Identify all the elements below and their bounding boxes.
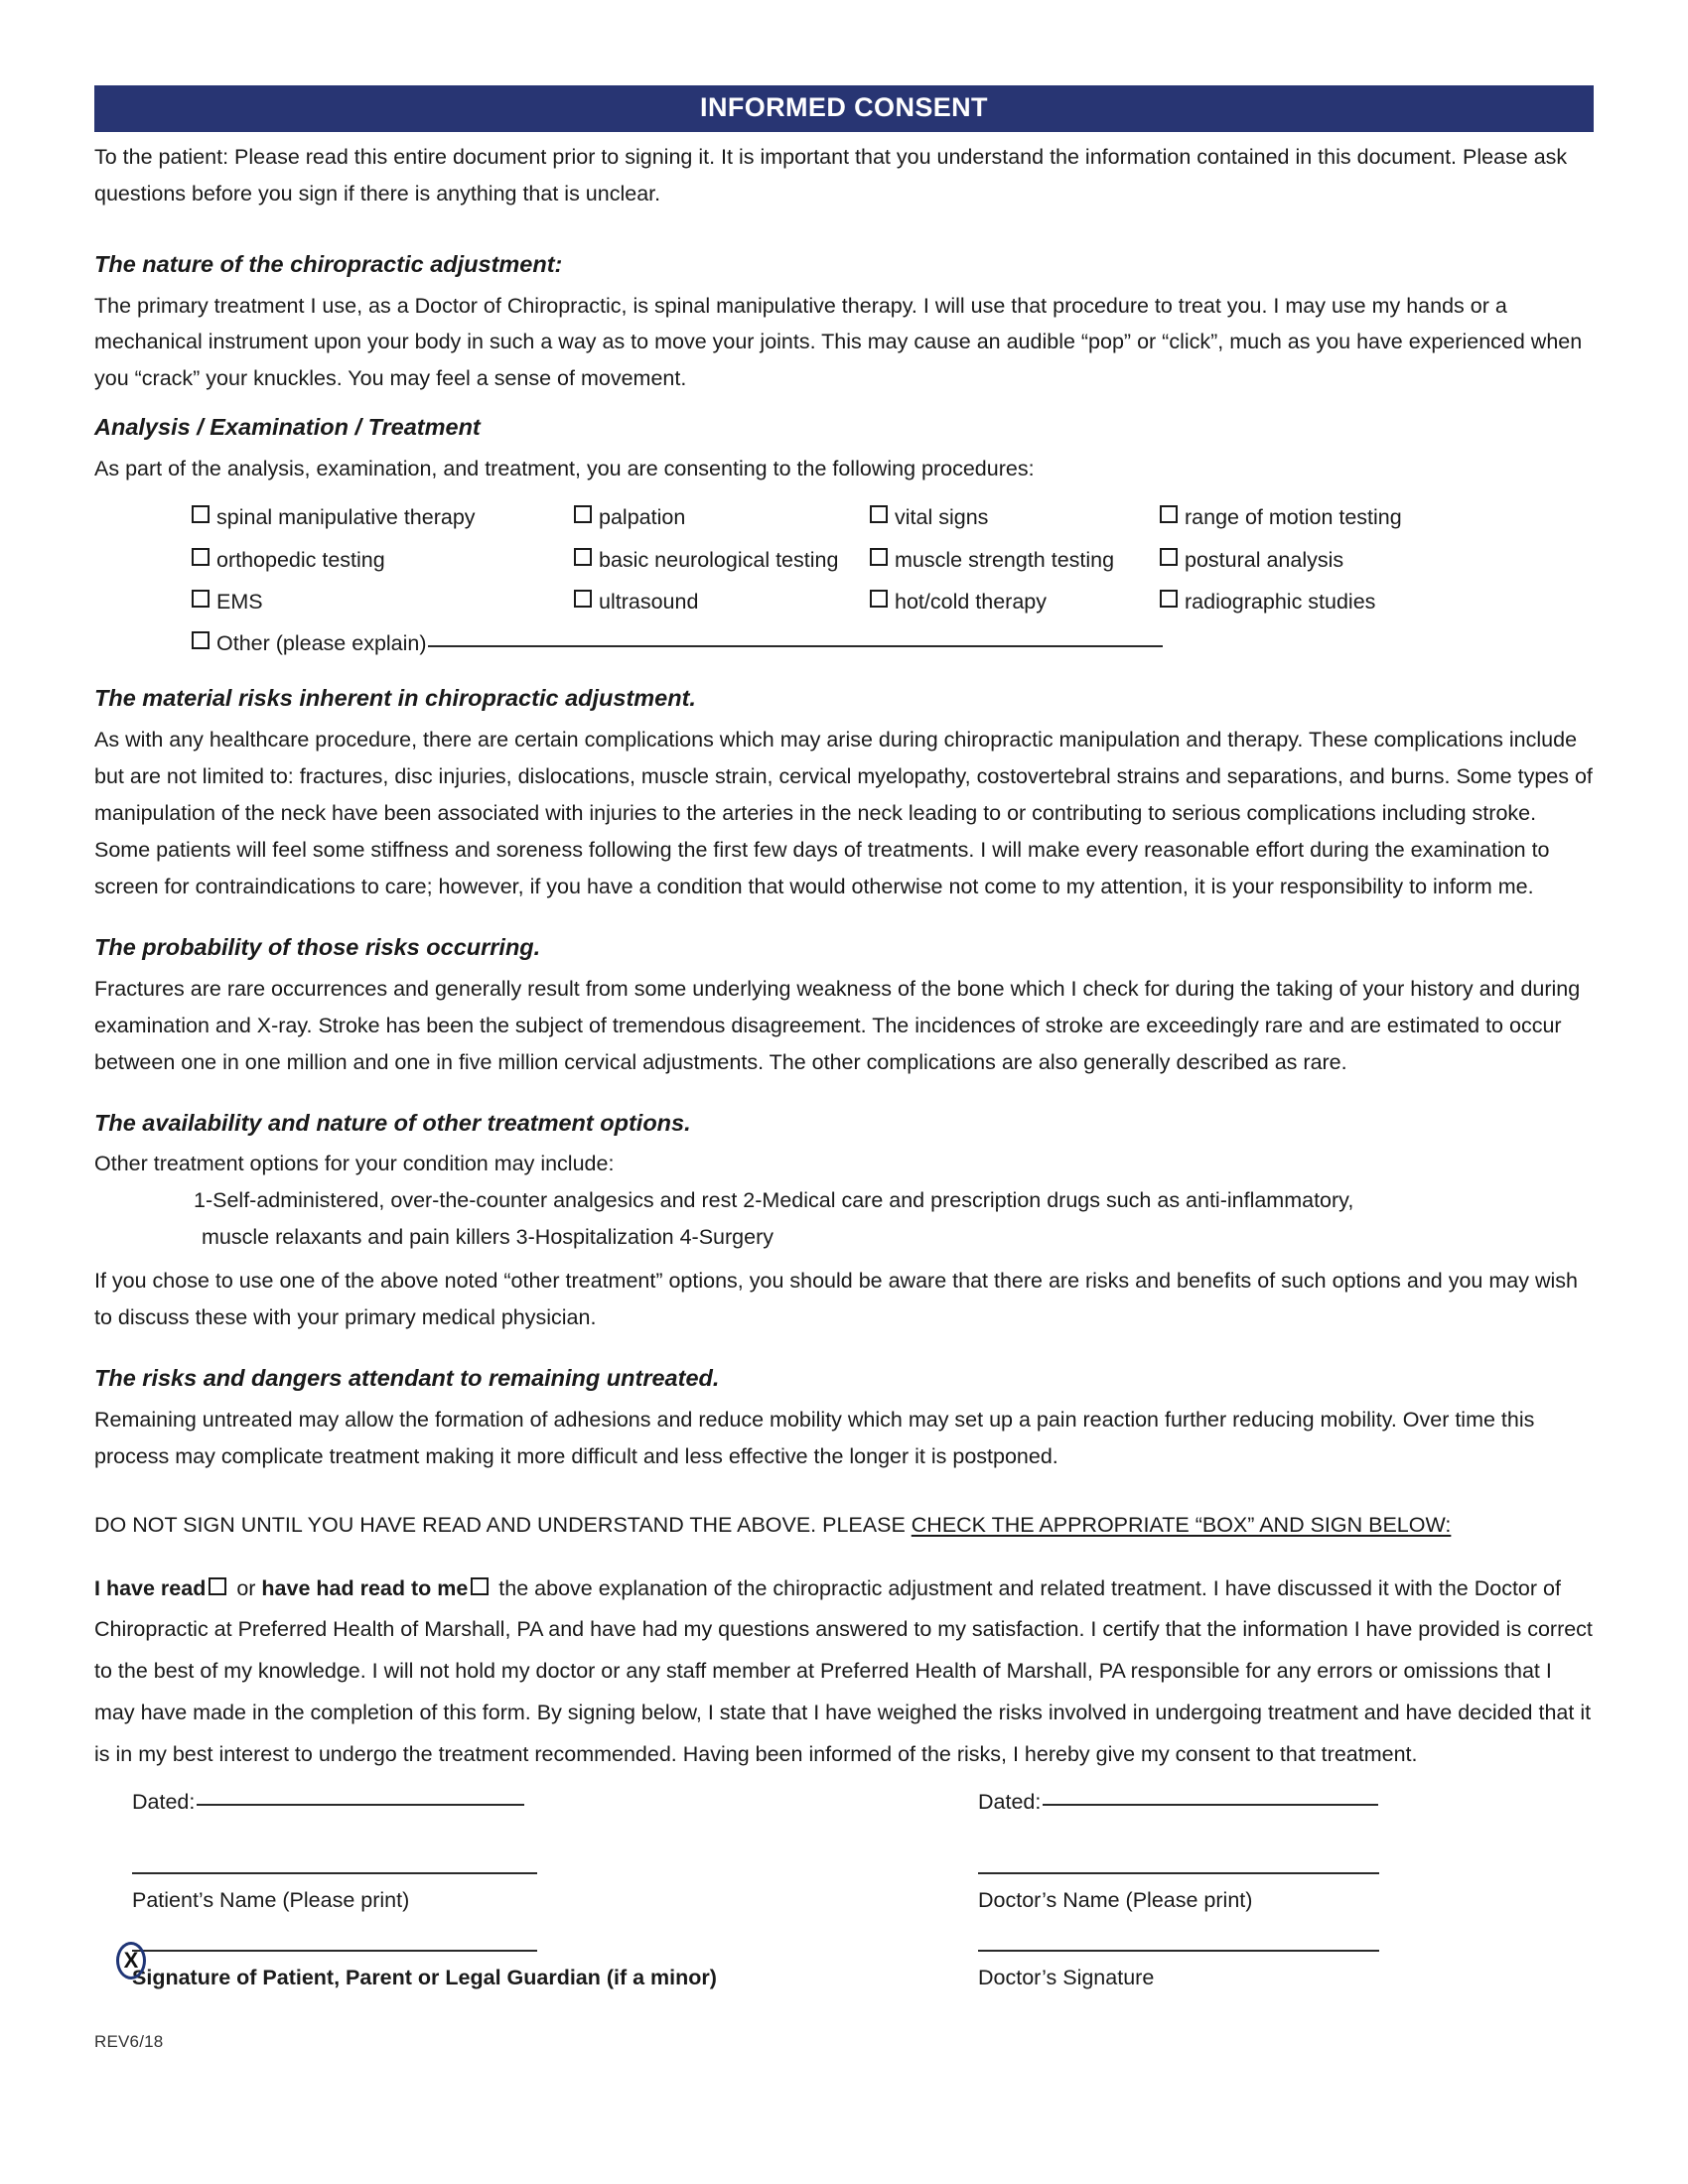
checkbox-label: vital signs <box>895 505 989 530</box>
heading-probability: The probability of those risks occurring. <box>94 933 541 960</box>
checkbox-i-have-read[interactable] <box>209 1577 226 1595</box>
checkbox-option-spinal-manipulative-therapy[interactable] <box>192 501 574 533</box>
checkbox-label: hot/cold therapy <box>895 589 1047 614</box>
procedures-checkbox-grid <box>94 501 1594 656</box>
checkbox-row <box>192 544 1594 576</box>
x-marker-letter: X <box>123 1948 139 1974</box>
checkbox-icon[interactable] <box>192 631 210 649</box>
checkbox-option-ems[interactable] <box>192 586 574 617</box>
consent-bold-i-have-read: I have read <box>94 1575 207 1600</box>
checkbox-icon[interactable] <box>192 590 210 608</box>
document-content <box>94 85 1594 1994</box>
checkbox-option-palpation[interactable] <box>574 501 870 533</box>
checkbox-icon[interactable] <box>192 548 210 566</box>
dated-left-label: Dated: <box>132 1790 196 1815</box>
heading-untreated: The risks and dangers attendant to remaining untreated. <box>94 1365 720 1392</box>
treatment-option-line-1: 1-Self-administered, over-the-counter analgesics and rest 2-Medical care and prescription drugs such as anti-inflammatory, <box>194 1188 1354 1213</box>
dated-left <box>94 1790 978 1815</box>
patient-signature-caption: Signature of Patient, Parent or Legal Guardian (if a minor) <box>132 1966 717 1990</box>
paragraph-probability: Fractures are rare occurrences and generally result from some underlying weakness of the bone which I check for during the taking of your history and during examination and X-ray. Stroke has been the subject of tremendous disagreement. The incidences of stroke are exceedingly rare and are estimated to occur between one in one million and one in five million cervical adjustments. The other complications are also generally described as rare. <box>94 976 1581 1074</box>
checkbox-label: spinal manipulative therapy <box>216 505 476 530</box>
checkbox-icon[interactable] <box>574 590 592 608</box>
footer-revision: REV6/18 <box>94 2032 164 2051</box>
dated-right-label: Dated: <box>978 1790 1042 1815</box>
do-not-sign-notice <box>94 1508 1594 1542</box>
paragraph-other-options-closing: If you chose to use one of the above noted “other treatment” options, you should be aware that there are risks and benefits of such options and you may wish to discuss these with your primary medical physician. <box>94 1269 1578 1330</box>
checkbox-icon[interactable] <box>1160 548 1178 566</box>
checkbox-option-ultrasound[interactable] <box>574 586 870 617</box>
consent-bold-read-to-me: have had read to me <box>261 1575 469 1600</box>
heading-material-risks: The material risks inherent in chiropractic adjustment. <box>94 685 696 712</box>
checkbox-option-vital-signs[interactable] <box>870 501 1160 533</box>
signature-x-marker-icon <box>116 1942 152 1985</box>
checkbox-option-hot-cold-therapy[interactable] <box>870 586 1160 617</box>
checkbox-row <box>192 586 1594 617</box>
treatment-option-line-2: muscle relaxants and pain killers 3-Hospitalization 4-Surgery <box>202 1225 774 1250</box>
checkbox-option-radiographic-studies[interactable] <box>1160 586 1458 617</box>
heading-analysis: Analysis / Examination / Treatment <box>94 414 481 441</box>
checkbox-option-basic-neurological-testing[interactable] <box>574 544 870 576</box>
dated-left-field[interactable] <box>197 1804 524 1806</box>
checkbox-option-other[interactable] <box>192 631 1594 656</box>
checkbox-icon[interactable] <box>1160 505 1178 523</box>
heading-nature: The nature of the chiropractic adjustment: <box>94 250 563 277</box>
checkbox-option-orthopedic-testing[interactable] <box>192 544 574 576</box>
checkbox-have-had-read-to-me[interactable] <box>471 1577 489 1595</box>
dated-right <box>978 1790 1594 1815</box>
do-not-sign-plain: DO NOT SIGN UNTIL YOU HAVE READ AND UNDERSTAND THE ABOVE. PLEASE <box>94 1513 912 1538</box>
do-not-sign-underlined: CHECK THE APPROPRIATE “BOX” AND SIGN BELOW: <box>911 1513 1452 1538</box>
checkbox-icon[interactable] <box>574 548 592 566</box>
checkbox-label: orthopedic testing <box>216 547 385 572</box>
intro-paragraph: To the patient: Please read this entire document prior to signing it. It is important that you understand the information contained in this document. Please ask questions before you sign if there is anything that is unclear. <box>94 144 1568 205</box>
patient-name-field[interactable] <box>132 1872 537 1874</box>
checkbox-label: ultrasound <box>599 589 699 614</box>
checkbox-icon[interactable] <box>574 505 592 523</box>
doctor-signature-field[interactable] <box>978 1950 1379 1952</box>
paragraph-other-options: Other treatment options for your condition may include: <box>94 1152 615 1176</box>
paragraph-untreated: Remaining untreated may allow the formation of adhesions and reduce mobility which may set up a pain reaction further reducing mobility. Over time this process may complicate treatment making it more difficult and less effective the longer it is postponed. <box>94 1408 1535 1469</box>
checkbox-label: radiographic studies <box>1185 589 1376 614</box>
doctor-signature-caption: Doctor’s Signature <box>978 1966 1155 1990</box>
consent-paragraph <box>94 1569 1594 1777</box>
checkbox-option-muscle-strength-testing[interactable] <box>870 544 1160 576</box>
paragraph-nature: The primary treatment I use, as a Doctor of Chiropractic, is spinal manipulative therapy. I will use that procedure to treat you. I may use my hands or a mechanical instrument upon your body in such a way as to move your joints. This may cause an audible “pop” or “click”, much as you have experienced when you “crack” your knuckles. You may feel a sense of movement. <box>94 293 1583 391</box>
signature-row <box>94 1916 1594 1993</box>
consent-rest: the above explanation of the chiropractic adjustment and related treatment. I have discussed it with the Doctor of Chiropractic at Preferred Health of Marshall, PA and have had my questions answered to my satisfaction. I certify that the information I have provided is correct to the best of my knowledge. I will not hold my doctor or any staff member at Preferred Health of Marshall, PA responsible for any errors or omissions that I may have made in the completion of this form. By signing below, I state that I have weighed the risks involved in undergoing treatment and have decided that it is in my best interest to undergo the treatment recommended. Having been informed of the risks, I hereby give my consent to that treatment. <box>94 1575 1593 1767</box>
checkbox-label: muscle strength testing <box>895 547 1115 572</box>
checkbox-icon[interactable] <box>1160 590 1178 608</box>
name-row <box>94 1815 1594 1916</box>
checkbox-label-other: Other (please explain) <box>216 631 427 656</box>
checkbox-row <box>192 501 1594 533</box>
doctor-name-field[interactable] <box>978 1872 1379 1874</box>
checkbox-icon[interactable] <box>870 548 888 566</box>
heading-other-options: The availability and nature of other treatment options. <box>94 1109 691 1136</box>
checkbox-label: postural analysis <box>1185 547 1344 572</box>
paragraph-material-risks: As with any healthcare procedure, there are certain complications which may arise during chiropractic manipulation and therapy. These complications include but are not limited to: fractures, disc injuries, dislocations, muscle strain, cervical myelopathy, costovertebral strains and separations, and burns. Some types of manipulation of the neck have been associated with injuries to the arteries in the neck leading to or contributing to serious complications including stroke. Some patients will feel some stiffness and soreness following the first few days of treatments. I will make every reasonable effort during the examination to screen for contraindications to care; however, if you have a condition that would otherwise not come to my attention, it is your responsibility to inform me. <box>94 727 1593 898</box>
checkbox-icon[interactable] <box>192 505 210 523</box>
signature-block <box>94 1790 1594 1994</box>
checkbox-icon[interactable] <box>870 505 888 523</box>
other-explain-field[interactable] <box>428 645 1163 647</box>
checkbox-label: basic neurological testing <box>599 547 839 572</box>
patient-name-caption: Patient’s Name (Please print) <box>132 1888 410 1913</box>
patient-signature-field[interactable] <box>132 1950 537 1952</box>
dated-row <box>94 1790 1594 1815</box>
checkbox-label: EMS <box>216 589 263 614</box>
page-title: INFORMED CONSENT <box>94 85 1594 132</box>
checkbox-label: palpation <box>599 505 686 530</box>
paragraph-analysis: As part of the analysis, examination, and treatment, you are consenting to the following procedures: <box>94 457 1035 481</box>
doctor-name-caption: Doctor’s Name (Please print) <box>978 1888 1253 1913</box>
consent-connector: or <box>230 1575 262 1600</box>
checkbox-option-range-of-motion-testing[interactable] <box>1160 501 1458 533</box>
dated-right-field[interactable] <box>1043 1804 1378 1806</box>
checkbox-label: range of motion testing <box>1185 505 1402 530</box>
checkbox-option-postural-analysis[interactable] <box>1160 544 1458 576</box>
checkbox-icon[interactable] <box>870 590 888 608</box>
